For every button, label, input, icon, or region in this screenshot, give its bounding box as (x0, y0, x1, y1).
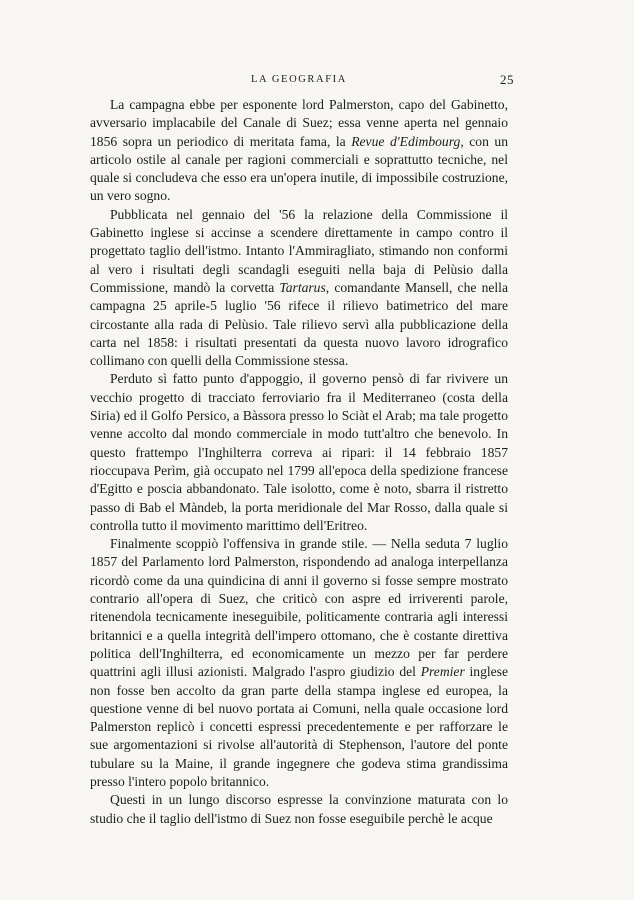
italic-text: Tartarus (279, 279, 326, 295)
text-run: Perduto sì fatto punto d'appoggio, il governo pensò di far rivivere un vecchio progetto di tracciato ferroviario fra il Mediterraneo (costa della Siria) ed il Golfo Persico, a Bàssora presso lo Sciàt el Arab; ma tale progetto venne accolto dal mondo commerciale in modo tutt'altro che benevolo. In questo frattempo l'Inghilterra correva ai ripari: il 14 febbraio 1857 rioccupava Perìm, già occupato nel 1799 all'epoca della spedizione francese d'Egitto e poscia abbandonato. Tale isolotto, come è noto, sbarra il ristretto passo di Bab el Màndeb, la porta meridionale del Mar Rosso, dalla quale si controlla tutto il movimento marittimo dell'Eritreo. (90, 371, 508, 533)
paragraph (90, 370, 508, 535)
text-run: Questi in un lungo discorso espresse la convinzione maturata con lo studio che il taglio dell'istmo di Suez non fosse eseguibile perchè le acque (90, 792, 508, 826)
text-run: , con un articolo ostile al canale per ragioni commerciali e soprattutto tecniche, nel quale si concludeva che esso era un'opera inutile, di impossibile costruzione, un vero sogno. (90, 133, 508, 204)
italic-text: Revue d'Edimbourg (351, 133, 461, 149)
text-run: , comandante Mansell, che nella campagna 25 aprile-5 luglio '56 rifece il rilievo batimetrico del mare circostante alla rada di Pelùsio. Tale rilievo servì alla pubblicazione della carta nel 1858: i risultati presentati da questa nuovo lavoro idrografico collimano con quelli della Commissione stessa. (90, 279, 508, 369)
page-number: 25 (500, 72, 514, 87)
text-run: La campagna ebbe per esponente lord Palmerston, capo del Gabinetto, avversario implacabile del Canale di Suez; essa venne aperta nel gennaio 1856 sopra un periodico di meritata fama, la (90, 97, 508, 149)
paragraph (90, 206, 508, 371)
italic-text: Premier (420, 664, 465, 680)
running-title: LA GEOGRAFIA (251, 74, 347, 85)
text-run: Finalmente scoppiò l'offensiva in grande stile. — Nella seduta 7 luglio 1857 del Parlamento lord Palmerston, rispondendo ad analoga interpellanza ricordò come da una quindicina di anni il governo si fosse sempre mostrato contrario all'opera di Suez, che criticò con aspre ed irriverenti parole, ritenendola tecnicamente ineseguibile, politicamente contraria agli interessi britannici e a quella integrità dell'impero ottomano, che è costante direttiva politica dell'Inghilterra, ed economicamente un mezzo per far perdere quattrini agli illusi azionisti. Malgrado l'aspro giudizio del (90, 536, 508, 680)
paragraph (90, 791, 508, 828)
text-run: Pubblicata nel gennaio del '56 la relazione della Commissione il Gabinetto inglese si accinse a scendere direttamente in campo contro il progettato taglio dell'istmo. Intanto l'Ammiragliato, stimando non conformi al vero i risultati degli scandagli eseguiti nella baja di Pelùsio dalla Commissione, mandò la corvetta (90, 206, 508, 295)
book-page (90, 72, 514, 828)
paragraph (90, 535, 508, 791)
body-text (90, 96, 508, 828)
text-run: inglese non fosse ben accolto da gran parte della stampa inglese ed europea, la questione venne di bel nuovo portata ai Comuni, nella quale occasione lord Palmerston replicò i concetti espressi precedentemente e per rafforzare le sue argomentazioni si rivolse all'autorità di Stephenson, l'autore del ponte tubulare su la Maine, il grande ingegnere che godeva stima grandissima presso l'intero popolo britannico. (90, 664, 508, 789)
paragraph (90, 96, 508, 206)
running-header (90, 72, 514, 96)
